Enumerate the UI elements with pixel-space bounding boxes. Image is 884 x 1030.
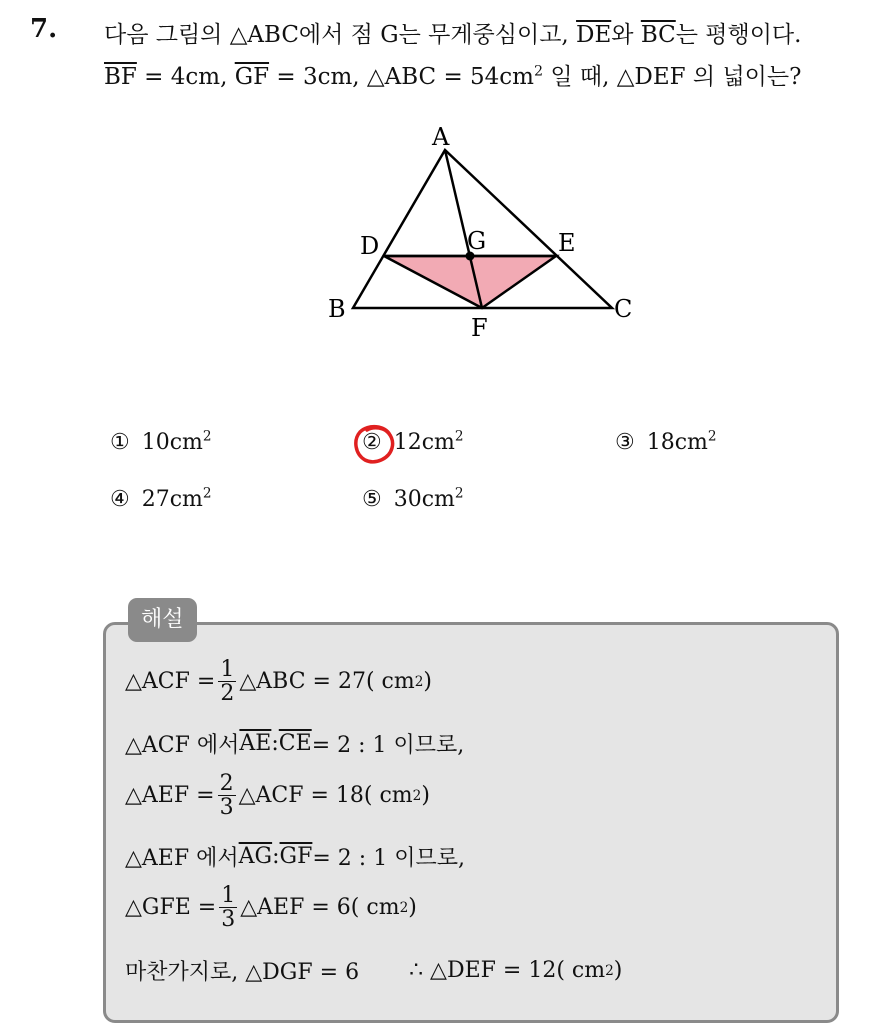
solution-tag: 해설 — [128, 598, 197, 642]
option-2[interactable]: ② $12cm^2$ — [362, 428, 464, 455]
solution-line-1: △ACF = $\frac{1}{2}$ △ABC = 27( cm 2 ) — [125, 657, 432, 707]
label-c: C — [614, 295, 633, 323]
solution-line-2: △ACF 에서 $\overline{AE}$ : $\overline{CE}$ = 2 : 1 이므로, — [125, 731, 465, 758]
option-1[interactable]: ① $10cm^2$ — [110, 428, 212, 455]
label-a: A — [432, 123, 450, 151]
option-5[interactable]: ⑤ $30cm^2$ — [362, 485, 464, 512]
option-3[interactable]: ③ $18cm^2$ — [615, 428, 717, 455]
segment-bc: $\overline{BC}$ — [640, 22, 676, 48]
label-f: F — [471, 314, 488, 342]
solution-line-4: △AEF 에서 $\overline{AG}$ : $\overline{GF}$ = 2 : 1 이므로, — [125, 844, 465, 871]
segment-bf: $\overline{BF}$ — [104, 64, 137, 90]
question-text-line1: 다음 그림의 △ABC에서 점 G는 무게중심이고, $\overline{DE}$와 $\overline{BC}$는 평행이다. — [104, 22, 802, 48]
solution-line-5: △GFE = $\frac{1}{3}$ △AEF = 6( cm 2 ) — [125, 883, 417, 933]
triangle-def-shaded — [384, 256, 556, 308]
solution-line-3: △AEF = $\frac{2}{3}$ △ACF = 18( cm 2 ) — [125, 771, 430, 821]
segment-de: $\overline{DE}$ — [576, 22, 612, 48]
question-text-line2: $\overline{BF} = 4cm$, $\overline{GF} = 3cm$, △ABC = $54cm^2$ 일 때, △DEF 의 넓이는? — [104, 63, 802, 90]
triangle-figure — [320, 115, 650, 345]
answer-circle-mark — [352, 421, 396, 465]
segment-gf: $\overline{GF}$ — [234, 64, 270, 90]
label-e: E — [558, 229, 576, 257]
option-4[interactable]: ④ $27cm^2$ — [110, 485, 212, 512]
label-d: D — [360, 232, 380, 260]
solution-line-6: 마찬가지로, △DGF = 6 ∴ △DEF = 12( cm 2 ) — [125, 958, 623, 985]
label-g: G — [467, 227, 487, 255]
label-b: B — [328, 295, 346, 323]
question-number: 7. — [30, 14, 58, 44]
fraction-one-third: $\frac{1}{3}$ — [221, 883, 236, 933]
fraction-two-thirds: $\frac{2}{3}$ — [219, 771, 234, 821]
fraction-one-half: $\frac{1}{2}$ — [220, 657, 235, 707]
